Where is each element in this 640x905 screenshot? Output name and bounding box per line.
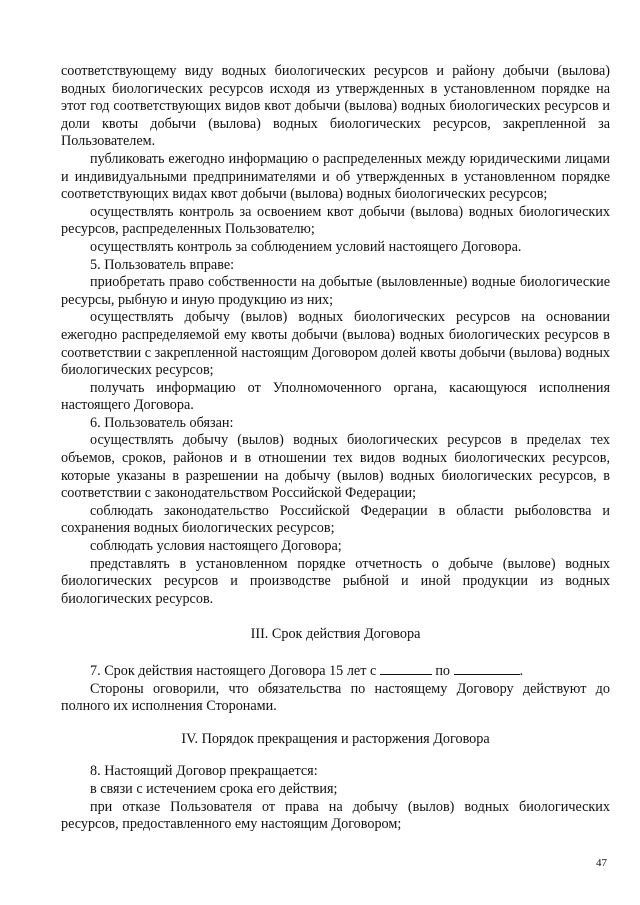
start-date-blank [380, 662, 432, 675]
term-middle: по [435, 663, 451, 679]
term-prefix: 7. Срок действия настоящего Договора 15 лет с [90, 663, 377, 679]
page-number: 47 [596, 857, 607, 869]
clause-heading-5: 5. Пользователь вправе: [90, 256, 235, 273]
paragraph: приобретать право собственности на добытые (выловленные) водные биологические ресурсы, рыбную и иную продукцию из них; [61, 274, 610, 308]
spacer [61, 716, 610, 731]
paragraph: осуществлять контроль за соблюдением условий настоящего Договора. [90, 238, 522, 255]
term-end: . [519, 663, 524, 679]
section-heading-3: III. Срок действия Договора [250, 626, 421, 643]
clause-heading-6: 6. Пользователь обязан: [90, 414, 234, 431]
paragraph: публиковать ежегодно информацию о распределенных между юридическими лицами и индивидуальными предпринимателями и об утвержденных в установленном порядке соответствующих видах квот добычи (вылова) водных биологических ресурсов; [61, 150, 610, 203]
paragraph: в связи с истечением срока его действия; [90, 780, 338, 797]
spacer [61, 644, 610, 662]
paragraph-continuation: соответствующему виду водных биологических ресурсов и району добычи (вылова) водных биологических ресурсов исходя из утвержденных в установленном порядке на этот год соответствующих видов квот добычи (вылова) водных биологических ресурсов и доли квоты добычи (вылова) водных биологических ресурсов, закрепленной за Пользователем. [61, 63, 610, 150]
paragraph: осуществлять контроль за освоением квот добычи (вылова) водных биологических ресурсов, распределенных Пользователю; [61, 203, 610, 238]
paragraph: представлять в установленном порядке отчетность о добыче (вылове) водных биологических ресурсов и производстве рыбной и иной продукции из водных биологических ресурсов. [61, 555, 610, 607]
paragraph: Стороны оговорили, что обязательства по настоящему Договору действуют до полного их исполнения Сторонами. [61, 680, 610, 715]
paragraph: получать информацию от Уполномоченного органа, касающуюся исполнения настоящего Договора. [61, 379, 610, 414]
section-heading-4: IV. Порядок прекращения и расторжения Договора [181, 730, 490, 747]
term-clause [61, 662, 610, 681]
paragraph: осуществлять добычу (вылов) водных биологических ресурсов в пределах тех объемов, сроков, районов и в отношении тех видов водных биологических ресурсов, которые указаны в разрешении на добычу (вылов) водных биологических ресурсов, в соответствии с законодательством Российской Федерации; [61, 432, 610, 502]
spacer [61, 748, 610, 763]
paragraph: осуществлять добычу (вылов) водных биологических ресурсов на основании ежегодно распределяемой ему квоты добычи (вылова) водных биологических ресурсов в соответствии с закрепленной настоящим Договором долей квоты добычи (вылова) водных биологических ресурсов; [61, 309, 610, 379]
paragraph: соблюдать законодательство Российской Федерации в области рыболовства и сохранения водных биологических ресурсов; [61, 502, 610, 537]
paragraph: при отказе Пользователя от права на добычу (вылов) водных биологических ресурсов, предоставленного ему настоящим Договором; [61, 798, 610, 833]
paragraph: соблюдать условия настоящего Договора; [90, 538, 342, 555]
spacer [61, 608, 610, 626]
end-date-blank [454, 662, 520, 675]
clause-heading-8: 8. Настоящий Договор прекращается: [90, 763, 318, 780]
document-body [61, 63, 610, 834]
